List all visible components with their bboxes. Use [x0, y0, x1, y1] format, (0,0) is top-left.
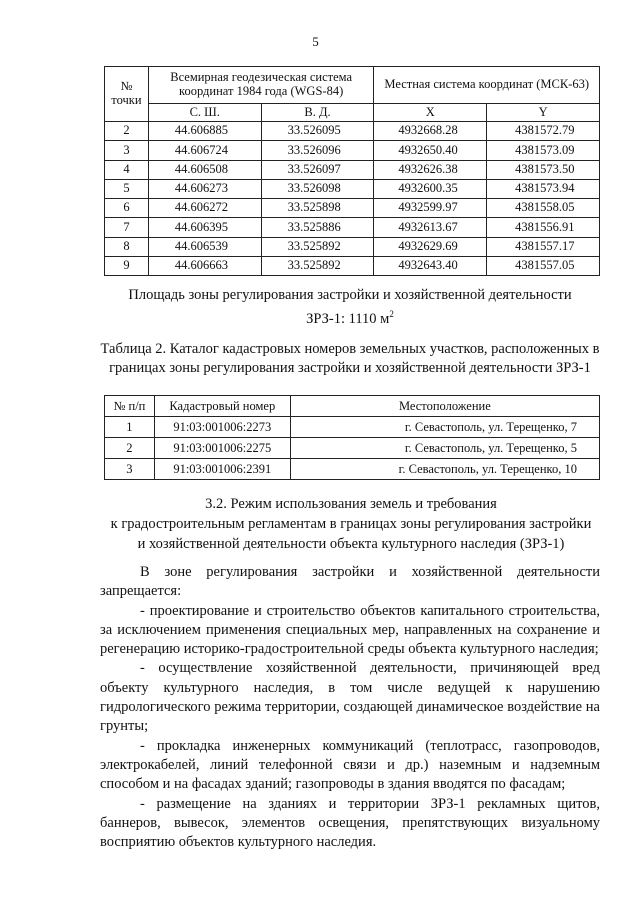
cadastral-number-header: Кадастровый номер [154, 396, 290, 417]
prohibition-item: - прокладка инженерных коммуникаций (теплотрасс, газопроводов, электрокабелей, линий телефонной связи и др.) наземным и надземным способом и на фасадах зданий; газопроводы в здания вводятся по фасадам; [100, 737, 600, 793]
coordinates-table-subheader [105, 104, 600, 122]
longitude-cell: 33.526095 [261, 122, 374, 141]
table-row [105, 179, 600, 198]
x-coordinate-cell: 4932599.97 [374, 199, 487, 218]
location-cell: г. Севастополь, ул. Терещенко, 10 [290, 459, 599, 480]
latitude-header: С. Ш. [148, 104, 261, 122]
longitude-cell: 33.525898 [261, 199, 374, 218]
area-title-line2 [100, 305, 600, 329]
table2-caption: Таблица 2. Каталог кадастровых номеров земельных участков, расположенных в границах зоны регулирования застройки и хозяйственной деятельности ЗРЗ-1 [100, 341, 600, 376]
point-number-cell: 5 [105, 179, 149, 198]
table-row [105, 257, 600, 276]
x-coordinate-cell: 4932613.67 [374, 218, 487, 237]
msk63-header: Местная система координат (МСК-63) [374, 67, 600, 104]
prohibition-item: - проектирование и строительство объектов капитального строительства, за исключением применения специальных мер, направленных на сохранение и регенерацию историко-градостроительной среды объекта культурного наследия; [100, 602, 600, 658]
table-row [105, 438, 600, 459]
row-number-cell: 3 [105, 459, 155, 480]
latitude-cell: 44.606663 [148, 257, 261, 276]
longitude-cell: 33.526096 [261, 141, 374, 160]
x-coordinate-cell: 4932650.40 [374, 141, 487, 160]
location-header: Местоположение [290, 396, 599, 417]
row-number-cell: 1 [105, 417, 155, 438]
cadastral-number-cell: 91:03:001006:2273 [154, 417, 290, 438]
section-heading [100, 494, 602, 554]
y-coordinate-cell: 4381558.05 [487, 199, 600, 218]
body-text [100, 563, 600, 852]
cadastre-table [104, 395, 600, 480]
latitude-cell: 44.606272 [148, 199, 261, 218]
latitude-cell: 44.606885 [148, 122, 261, 141]
point-number-cell: 2 [105, 122, 149, 141]
cadastral-number-cell: 91:03:001006:2275 [154, 438, 290, 459]
point-number-header: № точки [105, 67, 149, 122]
section-heading-line1: 3.2. Режим использования земель и требования [205, 496, 497, 512]
longitude-cell: 33.525886 [261, 218, 374, 237]
y-coordinate-cell: 4381557.05 [487, 257, 600, 276]
y-coordinate-cell: 4381573.09 [487, 141, 600, 160]
area-title-line1: Площадь зоны регулирования застройки и хозяйственной деятельности [128, 287, 572, 303]
y-coordinate-cell: 4381557.17 [487, 237, 600, 256]
latitude-cell: 44.606273 [148, 179, 261, 198]
y-coordinate-cell: 4381573.50 [487, 160, 600, 179]
section-heading-line3: и хозяйственной деятельности объекта культурного наследия (ЗРЗ-1) [137, 536, 565, 552]
table-row [105, 417, 600, 438]
x-coordinate-cell: 4932626.38 [374, 160, 487, 179]
x-coordinate-cell: 4932668.28 [374, 122, 487, 141]
y-header: Y [487, 104, 600, 122]
latitude-cell: 44.606395 [148, 218, 261, 237]
prohibition-item: - размещение на зданиях и территории ЗРЗ-1 рекламных щитов, баннеров, вывесок, элементов освещения, препятствующих визуальному восприятию объектов культурного наследия. [100, 795, 600, 851]
table-row [105, 122, 600, 141]
section-heading-line2: к градостроительным регламентам в границах зоны регулирования застройки [110, 516, 592, 532]
point-number-cell: 9 [105, 257, 149, 276]
row-number-cell: 2 [105, 438, 155, 459]
table-row [105, 160, 600, 179]
y-coordinate-cell: 4381572.79 [487, 122, 600, 141]
point-number-cell: 6 [105, 199, 149, 218]
y-coordinate-cell: 4381573.94 [487, 179, 600, 198]
longitude-cell: 33.526098 [261, 179, 374, 198]
location-cell: г. Севастополь, ул. Терещенко, 7 [290, 417, 599, 438]
wgs84-header: Всемирная геодезическая система координат 1984 года (WGS-84) [148, 67, 374, 104]
point-number-cell: 7 [105, 218, 149, 237]
longitude-header: В. Д. [261, 104, 374, 122]
x-coordinate-cell: 4932643.40 [374, 257, 487, 276]
prohibition-item: - осуществление хозяйственной деятельности, причиняющей вред объекту культурного наследия, в том числе ведущей к нарушению гидрологического режима территории, создающей динамическое воздействие на грунты; [100, 660, 600, 735]
latitude-cell: 44.606724 [148, 141, 261, 160]
table-row [105, 141, 600, 160]
table-row [105, 199, 600, 218]
table-row [105, 459, 600, 480]
latitude-cell: 44.606508 [148, 160, 261, 179]
area-unit-superscript: 2 [389, 309, 394, 319]
area-value: ЗРЗ-1: 1110 м [306, 310, 390, 327]
point-number-cell: 3 [105, 141, 149, 160]
y-coordinate-cell: 4381556.91 [487, 218, 600, 237]
intro-paragraph: В зоне регулирования застройки и хозяйственной деятельности запрещается: [100, 564, 600, 600]
x-coordinate-cell: 4932600.35 [374, 179, 487, 198]
table-row [105, 218, 600, 237]
coordinates-table-header [105, 67, 600, 104]
location-cell: г. Севастополь, ул. Терещенко, 5 [290, 438, 599, 459]
row-number-header: № п/п [105, 396, 155, 417]
table-row [105, 237, 600, 256]
x-coordinate-cell: 4932629.69 [374, 237, 487, 256]
page-number: 5 [312, 34, 319, 49]
coordinates-table [104, 66, 600, 276]
latitude-cell: 44.606539 [148, 237, 261, 256]
longitude-cell: 33.526097 [261, 160, 374, 179]
point-number-cell: 4 [105, 160, 149, 179]
longitude-cell: 33.525892 [261, 257, 374, 276]
cadastre-table-header [105, 396, 600, 417]
point-number-cell: 8 [105, 237, 149, 256]
area-title [100, 286, 600, 329]
longitude-cell: 33.525892 [261, 237, 374, 256]
x-header: X [374, 104, 487, 122]
cadastral-number-cell: 91:03:001006:2391 [154, 459, 290, 480]
